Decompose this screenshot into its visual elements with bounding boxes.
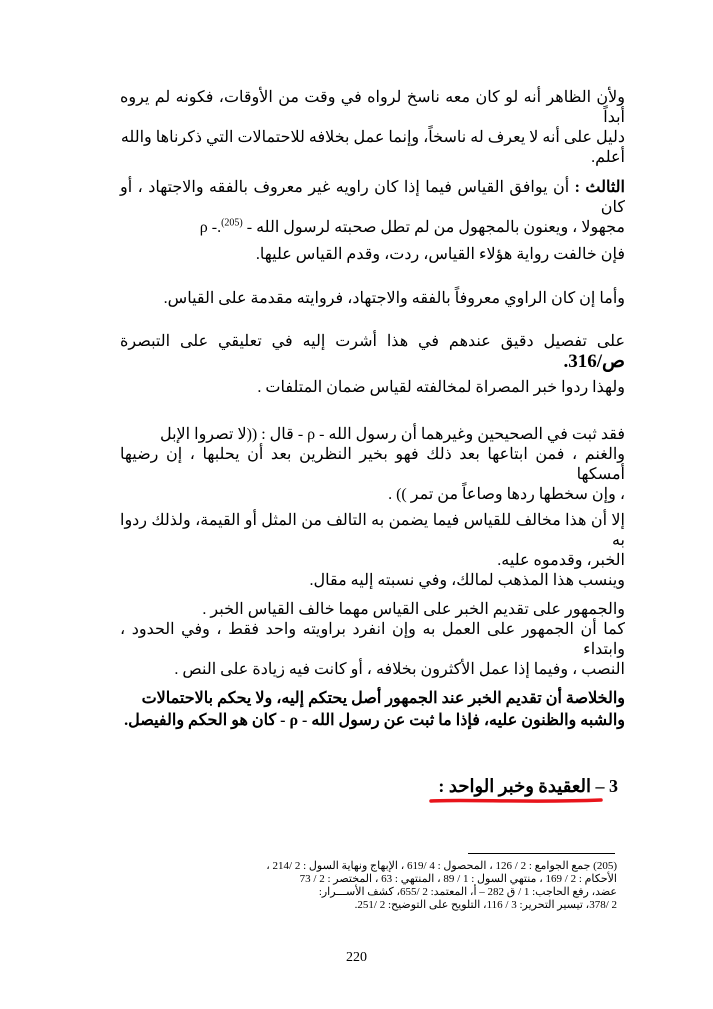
text-line: والجمهور على تقديم الخبر على القياس مهما خالف القياس الخبر . bbox=[202, 601, 625, 618]
text-span: مجهولا ، ويعنون بالمجهول من لم تطل صحبته لرسول الله - ρ -. bbox=[199, 219, 625, 236]
paragraph-7 bbox=[120, 425, 625, 505]
text-line: فقد ثبت في الصحيحين وغيرهما أن رسول الله - ρ - قال : ((لا تصروا الإبل bbox=[159, 426, 625, 443]
text-line bbox=[120, 178, 625, 218]
footnote-line: عضد، رفع الحاجب: 1 / ق 282 – أ، المعتمد: 2 /655، كشف الأســـرار: bbox=[318, 886, 617, 898]
text-line bbox=[120, 218, 625, 238]
paragraph-2 bbox=[120, 178, 625, 238]
footnote-reference: (205) bbox=[221, 217, 243, 229]
text-line: ولهذا ردوا خبر المصراة لمخالفته لقياس ضمان المتلفات . bbox=[257, 379, 625, 396]
paragraph-5 bbox=[120, 332, 625, 373]
footnote-line: الأحكام : 2 / 169 ، منتهي السول : 1 / 89 ، المنتهي : 63 ، المختصر : 2 / 73 bbox=[299, 873, 617, 885]
text-line bbox=[120, 332, 625, 373]
text-line: والخلاصة أن تقديم الخبر عند الجمهور أصل يحتكم إليه، ولا يحكم بالاحتمالات bbox=[141, 690, 625, 707]
paragraph-9 bbox=[120, 600, 625, 680]
text-span: أن يوافق القياس فيما إذا كان راويه غير معروف بالفقه والاجتهاد ، أو كان bbox=[120, 179, 625, 216]
text-line: والغنم ، فمن ابتاعها بعد ذلك فهو بخير النظرين بعد أن يحلبها ، إن رضيها أمسكها bbox=[120, 446, 625, 483]
text-line: النصب ، وفيما إذا عمل الأكثرون بخلافه ، أو كانت فيه زيادة على النص . bbox=[174, 661, 625, 678]
footnote-line: 2 /378، تيسير التحرير: 3 / 116، التلويح على التوضيح: 2 /251. bbox=[354, 899, 617, 911]
footnote-divider bbox=[468, 853, 615, 854]
red-underline-mark bbox=[428, 796, 604, 806]
text-line: فإن خالفت رواية هؤلاء القياس، ردت، وقدم القياس عليها. bbox=[255, 246, 625, 263]
text-line: ، وإن سخطها ردها وصاعاً من تمر )) . bbox=[388, 486, 625, 503]
paragraph-4 bbox=[120, 289, 625, 309]
text-span: على تفصيل دقيق عندهم في هذا أشرت إليه في تعليقي على التبصرة bbox=[120, 333, 625, 350]
underline-stroke bbox=[431, 800, 601, 801]
page-number: 220 bbox=[346, 950, 367, 965]
paragraph-3 bbox=[120, 245, 625, 265]
text-line: وينسب هذا المذهب لمالك، وفي نسبته إليه مقال. bbox=[309, 572, 625, 589]
text-line: دليل على أنه لا يعرف له ناسخاً، وإنما عمل بخلافه للاحتمالات التي ذكرناها والله bbox=[120, 129, 625, 146]
text-line: الخبر، وقدموه عليه. bbox=[497, 552, 625, 569]
paragraph-1 bbox=[120, 88, 625, 168]
conclusion-paragraph bbox=[120, 688, 625, 732]
text-line: كما أن الجمهور على العمل به وإن انفرد براويته واحد فقط ، وفي الحدود ، وابتداء bbox=[120, 621, 625, 658]
text-line: والشبه والظنون عليه، فإذا ما ثبت عن رسول الله - ρ - كان هو الحكم والفيصل. bbox=[124, 712, 625, 729]
page-reference: ص/316. bbox=[563, 351, 625, 372]
section-lead-label: الثالث : bbox=[574, 179, 625, 196]
paragraph-6 bbox=[120, 378, 625, 398]
paragraph-8 bbox=[120, 511, 625, 591]
text-line: إلا أن هذا مخالف للقياس فيما يضمن به التالف من المثل أو القيمة، ولذلك ردوا به bbox=[120, 512, 625, 549]
text-line: وأما إن كان الراوي معروفاً بالفقه والاجتهاد، فروايته مقدمة على القياس. bbox=[163, 290, 625, 307]
section-heading: 3 – العقيدة وخبر الواحد : bbox=[438, 776, 618, 796]
footnotes bbox=[177, 860, 617, 912]
text-line: أعلم. bbox=[591, 149, 625, 166]
footnote-line: (205) جمع الجوامع : 2 / 126 ، المحصول : 4 /619 ، الإبهاج ونهاية السول : 2 /214 ، bbox=[266, 860, 617, 872]
text-line: ولأن الظاهر أنه لو كان معه ناسخ لرواه في وقت من الأوقات، فكونه لم يروه أبداً bbox=[120, 89, 625, 126]
